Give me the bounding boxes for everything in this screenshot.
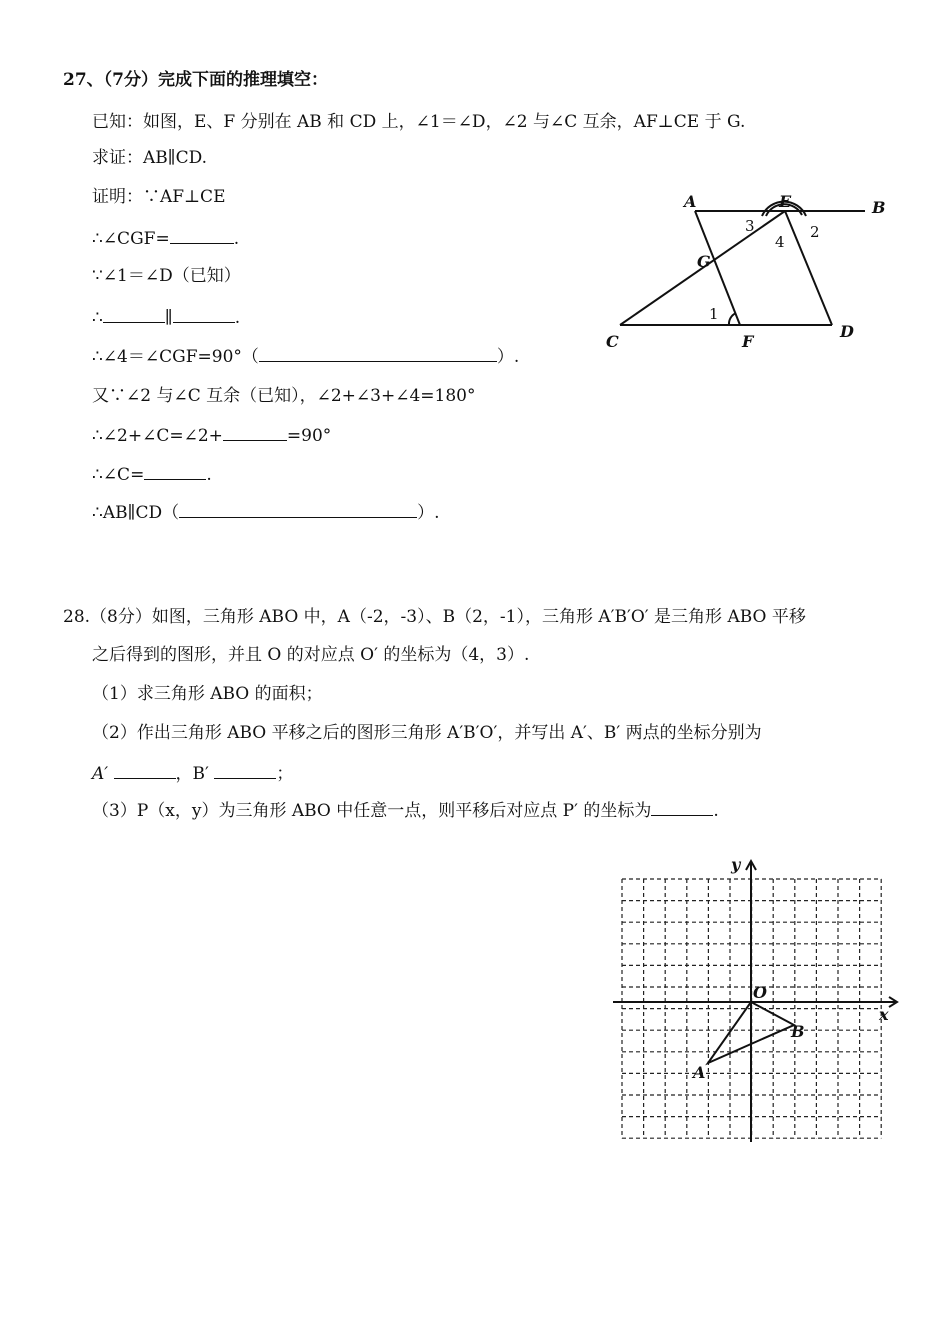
q28-part3-text: （3）P（x，y）为三角形 ABO 中任意一点，则平移后对应点 P′ 的坐标为 [92, 801, 652, 821]
q28-part3 [92, 801, 719, 820]
q28-part2-answers [92, 764, 293, 783]
q27-step8-text: ∴AB∥CD（ [92, 503, 180, 523]
label-d: D [840, 322, 854, 341]
q27-step1-text: ∴∠CGF= [92, 229, 170, 249]
q27-step7-end: . [206, 465, 212, 485]
label-b: B [872, 198, 886, 217]
label-angle-1: 1 [709, 305, 719, 323]
q27-step6-end: =90° [286, 426, 332, 446]
q27-geometry-figure [590, 185, 900, 355]
point-b-label: B [791, 1022, 805, 1041]
answer-blank-2b[interactable] [173, 308, 235, 323]
q27-given: 已知：如图，E、F 分别在 AB 和 CD 上，∠1＝∠D，∠2 与∠C 互余，AF⊥CE 于 G. [92, 112, 746, 132]
label-f: F [742, 332, 754, 351]
q28-header-cont: 之后得到的图形，并且 O 的对应点 O′ 的坐标为（4，3）. [92, 645, 530, 665]
answer-blank-p-prime[interactable] [651, 801, 713, 816]
x-axis-label: x [879, 1005, 889, 1024]
q27-step3-pre: ∴ [92, 308, 103, 328]
segment-ed [785, 211, 832, 325]
label-angle-2: 2 [810, 223, 820, 241]
q28-a-prime-label: A′ [92, 764, 109, 784]
q27-header: 27、（7分）完成下面的推理填空： [63, 70, 328, 90]
answer-blank-a-prime[interactable] [114, 764, 176, 779]
answer-blank-5[interactable] [144, 465, 206, 480]
q27-step1 [92, 229, 239, 248]
q27-step3-end: . [234, 308, 241, 328]
q27-step6 [92, 426, 331, 445]
q28-part1: （1）求三角形 ABO 的面积； [92, 684, 323, 704]
q28-part2-end: ； [276, 764, 294, 784]
q27-step4-end: ）. [496, 347, 520, 367]
label-c: C [606, 332, 619, 351]
q27-proof-start: 证明：∵AF⊥CE [92, 187, 226, 207]
q27-step8-end: ）. [417, 503, 440, 523]
answer-blank-1[interactable] [170, 229, 234, 244]
label-angle-4: 4 [775, 233, 785, 251]
q27-step4 [92, 347, 519, 366]
q27-step3 [92, 308, 240, 327]
q28-b-prime-label: ，B′ [175, 764, 209, 784]
answer-blank-3[interactable] [259, 347, 497, 362]
q27-step2: ∵∠1＝∠D（已知） [92, 266, 241, 286]
label-g: G [697, 252, 711, 271]
q27-step8 [92, 503, 439, 522]
answer-blank-b-prime[interactable] [214, 764, 276, 779]
point-a-label: A [693, 1063, 706, 1082]
q27-prove: 求证：AB∥CD. [92, 148, 208, 168]
answer-blank-2a[interactable] [103, 308, 165, 323]
q27-step7 [92, 465, 212, 484]
origin-label: O [753, 983, 767, 1002]
q28-coordinate-grid [605, 852, 905, 1152]
y-axis-label: y [731, 855, 741, 874]
answer-blank-4[interactable] [223, 426, 287, 441]
q27-step1-end: . [233, 229, 240, 249]
label-a: A [684, 192, 697, 211]
q27-step4-text: ∴∠4＝∠CGF=90°（ [92, 347, 259, 367]
q27-step3-mid: ∥ [164, 308, 173, 328]
q27-step5: 又∵∠2 与∠C 互余（已知），∠2+∠3+∠4=180° [92, 386, 476, 406]
answer-blank-6[interactable] [179, 503, 417, 518]
q27-step7-text: ∴∠C= [92, 465, 145, 485]
q28-part2: （2）作出三角形 ABO 平移之后的图形三角形 A′B′O′，并写出 A′、B′ 两点的坐标分别为 [92, 723, 762, 743]
q28-part3-end: . [713, 801, 719, 821]
label-e: E [779, 192, 792, 211]
q27-step6-text: ∴∠2+∠C=∠2+ [92, 426, 223, 446]
q28-header: 28.（8分）如图，三角形 ABO 中，A（-2，-3）、B（2，-1），三角形 A′B′O′ 是三角形 ABO 平移 [63, 607, 806, 627]
label-angle-3: 3 [745, 217, 755, 235]
